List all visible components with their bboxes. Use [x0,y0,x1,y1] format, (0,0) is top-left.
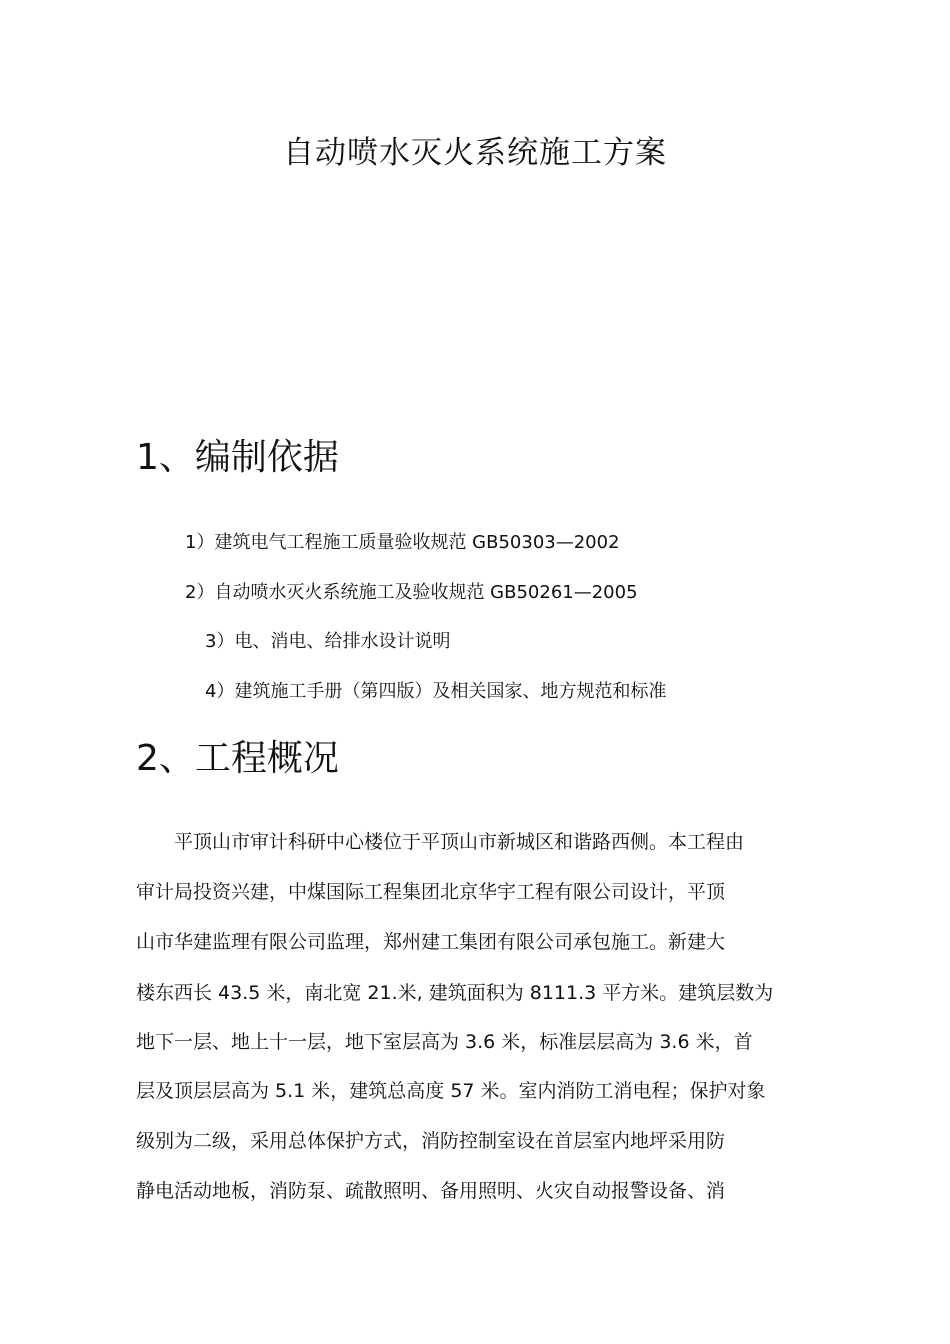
overview-paragraph-line: 级别为二级，采用总体保护方式，消防控制室设在首层室内地坪采用防 [136,1130,726,1152]
overview-paragraph-line: 审计局投资兴建，中煤国际工程集团北京华宇工程有限公司设计，平顶 [136,881,726,903]
overview-paragraph-line: 静电活动地板，消防泵、疏散照明、备用照明、火灾自动报警设备、消 [136,1180,726,1202]
overview-paragraph-line: 地下一层、地上十一层，地下室层高为 3.6 米，标准层层高为 3.6 米，首 [136,1031,753,1053]
reference-item: 3）电、消电、给排水设计说明 [205,631,451,652]
overview-paragraph-line: 层及顶层层高为 5.1 米，建筑总高度 57 米。室内消防工消电程；保护对象 [136,1080,766,1102]
section-heading-basis: 1、编制依据 [136,437,339,478]
reference-item: 2）自动喷水灭火系统施工及验收规范 GB50261—2005 [185,582,638,603]
overview-paragraph-line: 楼东西长 43.5 米，南北宽 21.米, 建筑面积为 8111.3 平方米。建筑层数为 [136,982,774,1004]
reference-item: 1）建筑电气工程施工质量验收规范 GB50303—2002 [185,532,620,553]
reference-item: 4）建筑施工手册（第四版）及相关国家、地方规范和标准 [205,681,667,702]
section-heading-overview: 2、工程概况 [136,738,339,779]
overview-paragraph-line: 平顶山市审计科研中心楼位于平顶山市新城区和谐路西侧。本工程由 [174,831,745,853]
overview-paragraph-line: 山市华建监理有限公司监理，郑州建工集团有限公司承包施工。新建大 [136,931,726,953]
document-title: 自动喷水灭火系统施工方案 [283,135,667,171]
